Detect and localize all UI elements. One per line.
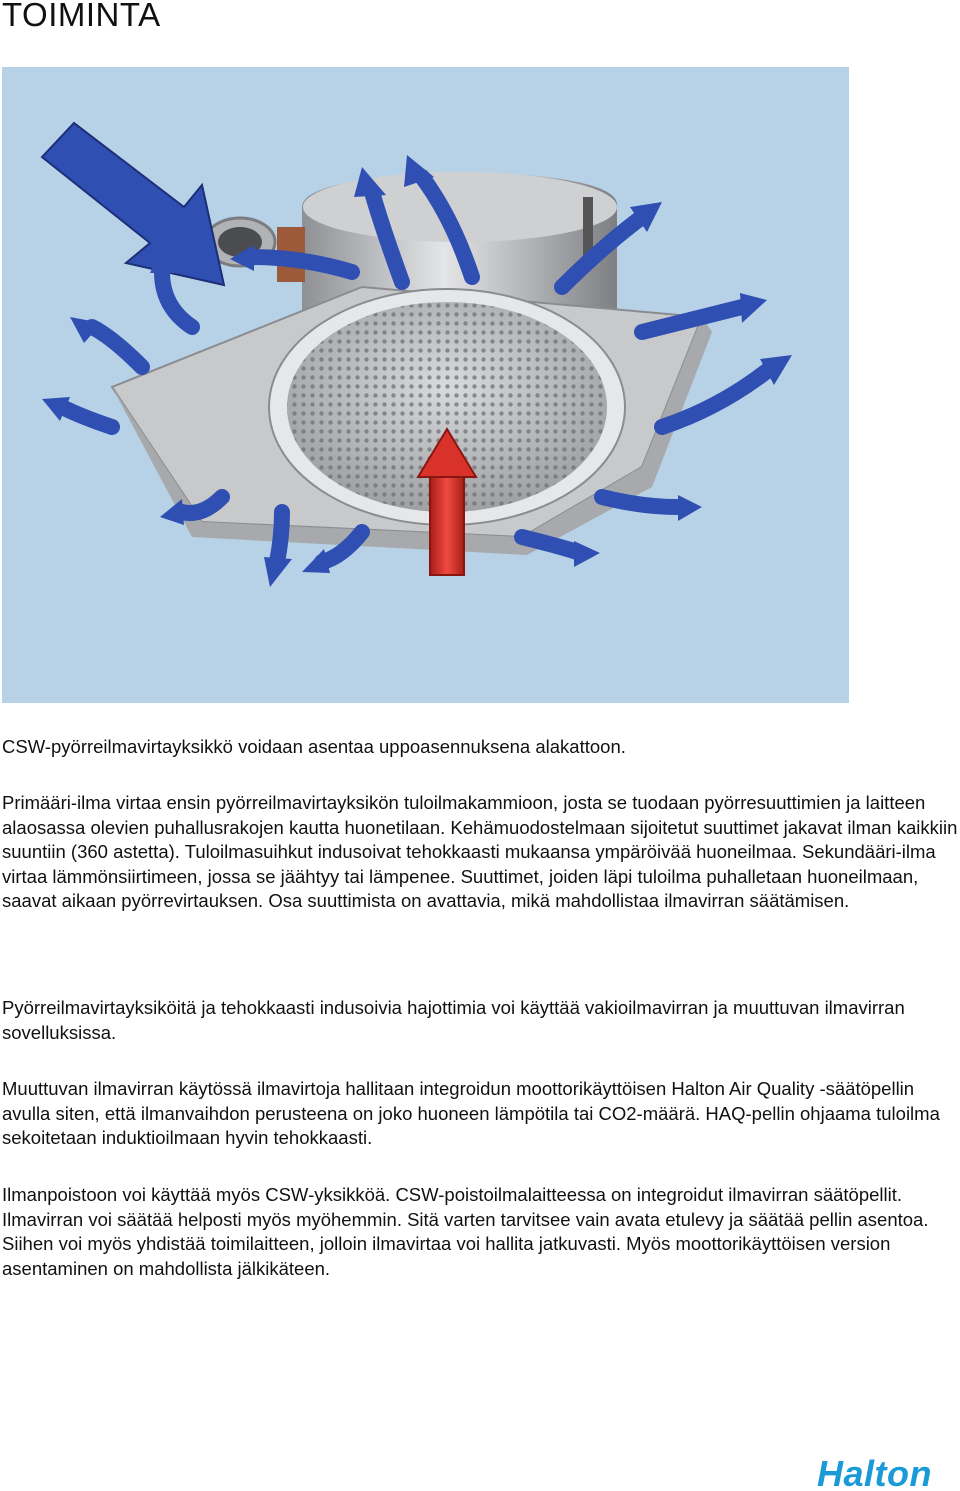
applications-paragraph: Pyörreilmavirtayksiköitä ja tehokkaasti indusoivia hajottimia voi käyttää vakioilmavirran ja muuttuvan ilmavirran sovelluksissa.: [2, 997, 905, 1043]
primary-air-inlet-arrow-icon: [42, 123, 224, 285]
variable-airflow-paragraph: Muuttuvan ilmavirran käytössä ilmavirtoja hallitaan integroidun moottorikäyttöisen Halton Air Quality -säätöpellin avulla siten, että ilmanvaihdon perusteena on joko huoneen lämpötila tai CO2-määrä. HAQ-pellin ohjaama tuloilma sekoitetaan induktioilmaan hyvin tehokkaasti.: [2, 1078, 940, 1148]
diffuser-illustration: [2, 67, 849, 703]
operation-paragraph: Primääri-ilma virtaa ensin pyörreilmavirtayksikön tuloilmakammioon, josta se tuodaan pyörresuuttimien ja laitteen alaosassa olevien puhallusrakojen kautta huonetilaan. Kehämuodostelmaan sijoitetut suuttimet jakavat ilman kaikkiin suuntiin (360 astetta). Tuloilmasuihkut indusoivat tehokkaasti mukaansa ympäröivää huoneilmaa. Sekundääri-ilma virtaa lämmönsiirtimeen, jossa se jäähtyy tai lämpenee. Suuttimet, joiden läpi tuloilma puhalletaan huoneilmaan, saavat aikaan pyörrevirtauksen. Osa suuttimista on avattavia, mikä mahdollistaa ilmavirran säätämisen.: [2, 792, 958, 911]
halton-logo: [815, 1455, 955, 1491]
intro-paragraph: CSW-pyörreilmavirtayksikkö voidaan asentaa uppoasennuksena alakattoon.: [2, 736, 626, 757]
halton-logo-text: Halton: [817, 1455, 932, 1491]
exhaust-paragraph: Ilmanpoistoon voi käyttää myös CSW-yksikköä. CSW-poistoilmalaitteessa on integroidut ilmavirran säätöpellit. Ilmavirran voi säätää helposti myös myöhemmin. Sitä varten tarvitsee vain avata etulevy ja säätää pellin asentoa. Siihen voi myös yhdistää toimilaitteen, jolloin ilmavirtaa voi hallita jatkuvasti. Myös moottorikäyttöisen version asentaminen on mahdollista jälkikäteen.: [2, 1184, 929, 1279]
page-title: TOIMINTA: [2, 0, 161, 33]
ceiling-diffuser-illustration: [2, 67, 849, 703]
